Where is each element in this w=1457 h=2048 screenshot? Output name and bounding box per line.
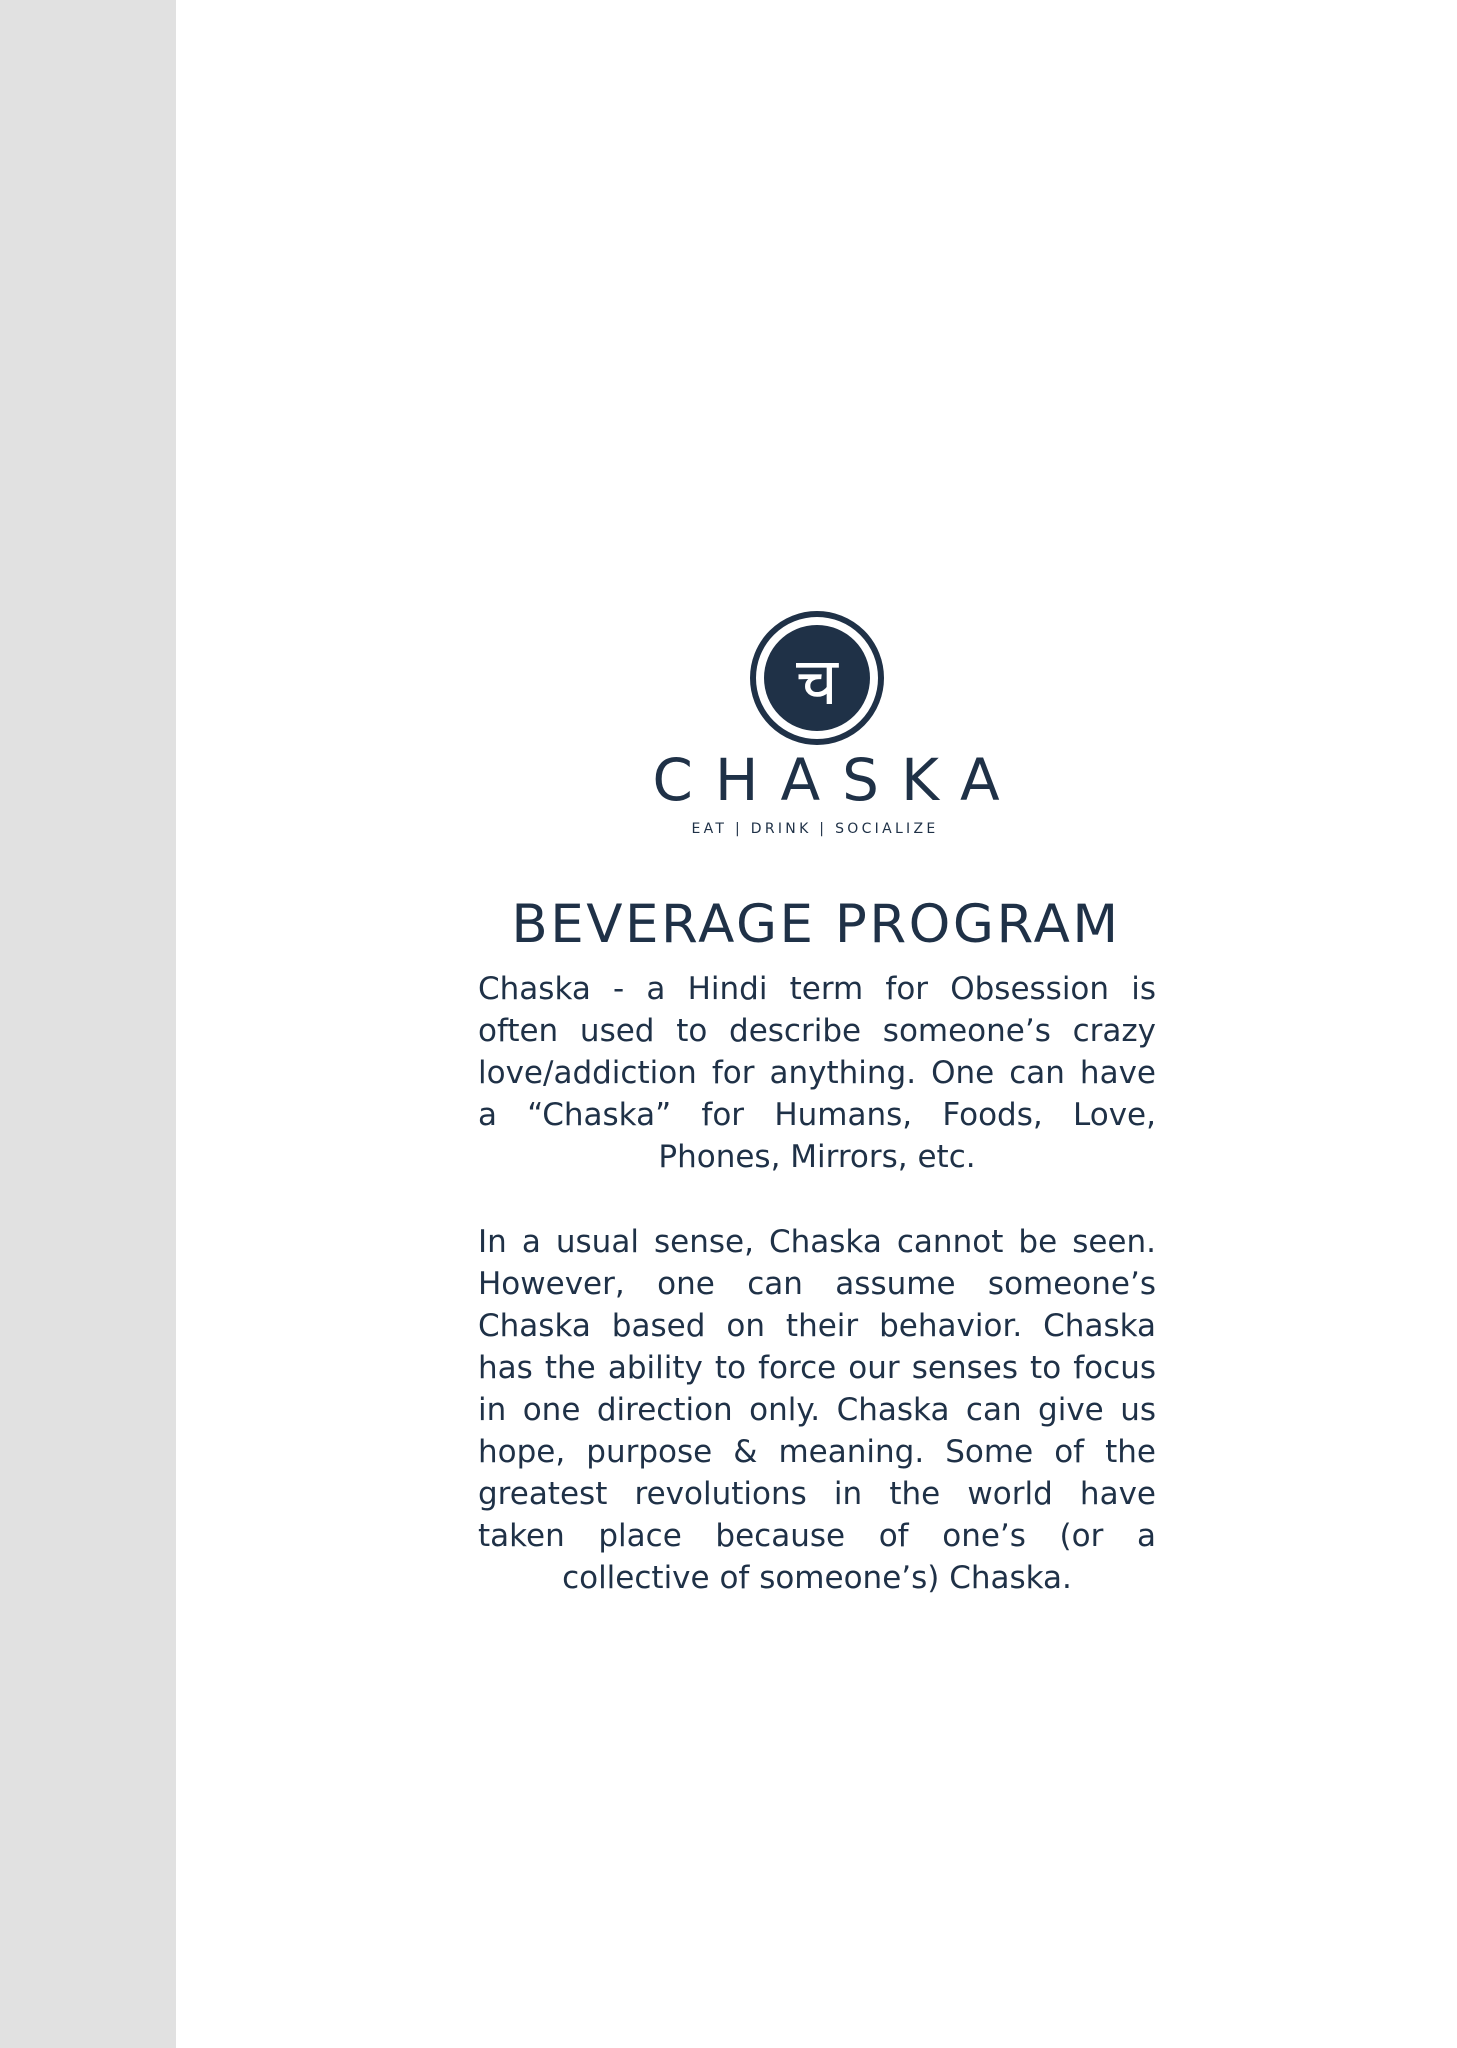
body-paragraph: In a usual sense, Chaska cannot be seen. However, one can assume someone’s Chaska based on their behavior. Chaska has the ability to force our senses to focus in one direction only. Chaska can give us hope, purpose & meaning. Some of the greatest revolutions in the world have taken place because of one’s (or a collective of someone’s) Chaska. [478, 1224, 1156, 1596]
page-title: BEVERAGE PROGRAM [511, 894, 1121, 955]
brand-name: CHASKA [652, 746, 1022, 814]
logo-glyph: च [796, 643, 838, 720]
side-strip [0, 0, 176, 2048]
intro-paragraph: Chaska - a Hindi term for Obsession is often used to describe someone’s crazy love/addiction for anything. One can have a “Chaska” for Humans, Foods, Love, Phones, Mirrors, etc. [478, 971, 1156, 1175]
brand-tagline: EAT | DRINK | SOCIALIZE [691, 821, 939, 837]
chaska-logo-icon [746, 607, 888, 749]
